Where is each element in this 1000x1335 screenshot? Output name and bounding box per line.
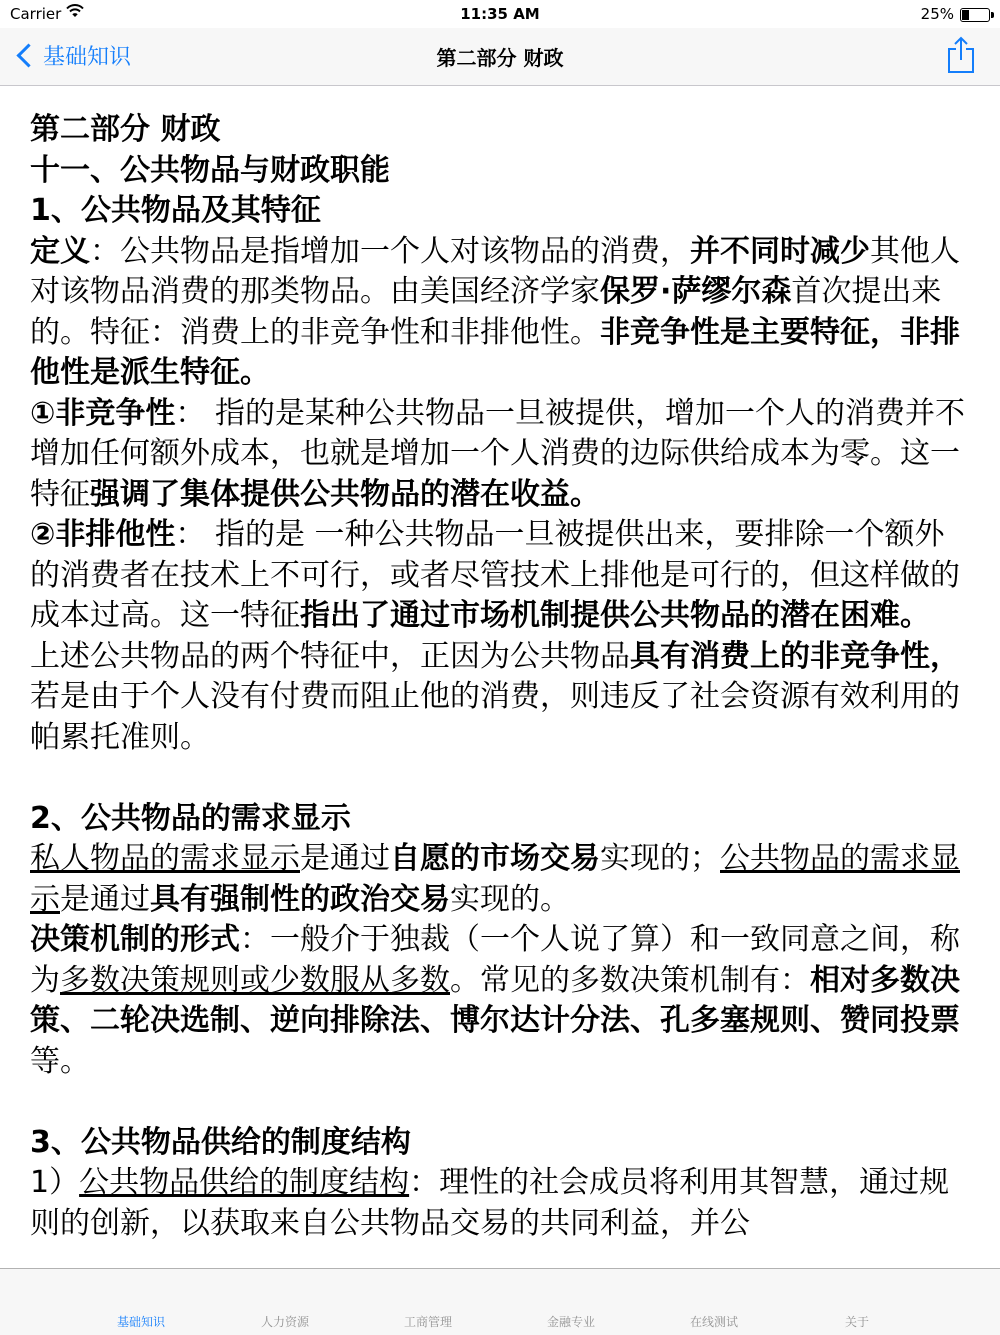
- decision-paragraph: [30, 920, 970, 1082]
- tab-label: 金融专业: [546, 1315, 595, 1329]
- decision-text-3: 等。: [30, 1043, 90, 1079]
- definition-bold-2: 保罗·萨缪尔森: [600, 274, 792, 309]
- definition-text-3: 首次提出来的。特征：消费上的非竞争性和非排他性。: [30, 274, 942, 350]
- article-content: [30, 110, 970, 1270]
- summary-paragraph: [30, 637, 970, 759]
- battery-percent: 25%: [920, 5, 954, 23]
- spacer: [30, 758, 970, 799]
- chapter-heading: 十一、公共物品与财政职能: [30, 152, 390, 188]
- non-excludable-bold: 指出了通过市场机制提供公共物品的潜在困难。: [300, 598, 930, 633]
- demand-underline-2: 公共物品的需求显示: [30, 841, 960, 917]
- demand-text-2: 实现的；: [600, 841, 720, 876]
- demand-underline-1: 私人物品的需求显示: [30, 841, 300, 876]
- tab-about[interactable]: [786, 1269, 928, 1335]
- summary-text-1: 上述公共物品的两个特征中，正因为公共物品: [30, 638, 630, 674]
- share-icon[interactable]: [946, 36, 976, 74]
- summary-text-2: 若是由于个人没有付费而阻止他的消费，则违反了社会资源有效利用的帕累托准则。: [30, 679, 960, 755]
- demand-bold-2: 具有强制性的政治交易: [150, 881, 450, 917]
- demand-text-4: 实现的。: [450, 881, 570, 917]
- section-heading-1: 1、公共物品及其特征: [30, 193, 321, 228]
- definition-paragraph: [30, 232, 970, 394]
- decision-text-2: 。常见的多数决策机制有：: [450, 962, 810, 998]
- tab-label: 在线测试: [689, 1315, 738, 1329]
- demand-text-1: 是通过: [300, 841, 390, 876]
- section-heading-2: 2、公共物品的需求显示: [30, 800, 351, 836]
- tab-label: 关于: [844, 1315, 869, 1329]
- tab-label: 人力资源: [260, 1315, 309, 1329]
- carrier-label: Carrier: [10, 5, 62, 23]
- status-bar: [0, 0, 1000, 28]
- definition-bold-1: 并不同时减少: [690, 233, 870, 269]
- decision-bold: 相对多数决策、二轮决选制、逆向排除法、博尔达计分法、孔多塞规则、赞同投票: [30, 962, 960, 1038]
- tab-label: 工商管理: [403, 1315, 452, 1329]
- part-heading: 第二部分 财政: [30, 112, 221, 147]
- decision-text-1: ：一般介于独裁（一个人说了算）和一致同意之间，称为: [30, 922, 960, 998]
- tab-label: 基础知识: [116, 1315, 165, 1329]
- definition-bold-3: 非竞争性是主要特征，非排他性是派生特征。: [30, 314, 960, 390]
- non-rival-paragraph: [30, 394, 970, 516]
- tab-human-resources[interactable]: [214, 1269, 356, 1335]
- tab-basic-knowledge[interactable]: [70, 1269, 212, 1335]
- supply-underline: 公共物品供给的制度结构: [79, 1165, 410, 1200]
- section-heading-3: 3、公共物品供给的制度结构: [30, 1124, 411, 1160]
- back-button-label: 基础知识: [43, 45, 132, 70]
- non-excludable-paragraph: [30, 515, 970, 637]
- non-rival-term: ①非竞争性: [30, 395, 176, 431]
- battery-icon: [960, 8, 990, 22]
- navigation-bar: [0, 28, 1000, 86]
- non-excludable-term: ②非排他性: [30, 517, 176, 552]
- status-time: 11:35 AM: [460, 5, 540, 23]
- decision-underline: 多数决策规则或少数服从多数: [60, 962, 450, 998]
- definition-term: 定义: [30, 233, 90, 269]
- tab-finance[interactable]: [500, 1269, 642, 1335]
- demand-paragraph: [30, 839, 970, 920]
- supply-number: 1）: [30, 1165, 80, 1200]
- non-excludable-text: ： 指的是 一种公共物品一旦被提供出来，要排除一个额外的消费者在技术上不可行，或者尽管技术上排他是可行的，但这样做的成本过高。这一特征: [30, 517, 960, 633]
- non-rival-bold: 强调了集体提供公共物品的潜在收益。: [90, 476, 600, 512]
- supply-text: ：理性的社会成员将利用其智慧，通过规则的创新，以获取来自公共物品交易的共同利益，并公: [30, 1165, 950, 1241]
- non-rival-text: ： 指的是某种公共物品一旦被提供，增加一个人的消费并不增加任何额外成本，也就是增加一个人消费的边际供给成本为零。这一特征: [30, 395, 965, 512]
- summary-bold: 具有消费上的非竞争性，: [630, 638, 960, 674]
- tab-bar: [0, 1268, 1000, 1335]
- definition-text-2: 其他人对该物品消费的那类物品。由美国经济学家: [30, 233, 960, 309]
- page-title: 第二部分 财政: [436, 46, 564, 70]
- tab-business-management[interactable]: [357, 1269, 499, 1335]
- definition-text-1: ：公共物品是指增加一个人对该物品的消费，: [90, 233, 690, 269]
- demand-bold-1: 自愿的市场交易: [390, 841, 600, 876]
- demand-text-3: 是通过: [60, 881, 150, 917]
- supply-paragraph: [30, 1163, 970, 1244]
- decision-term: 决策机制的形式: [30, 922, 240, 957]
- spacer: [30, 1082, 970, 1123]
- tab-online-test[interactable]: [643, 1269, 785, 1335]
